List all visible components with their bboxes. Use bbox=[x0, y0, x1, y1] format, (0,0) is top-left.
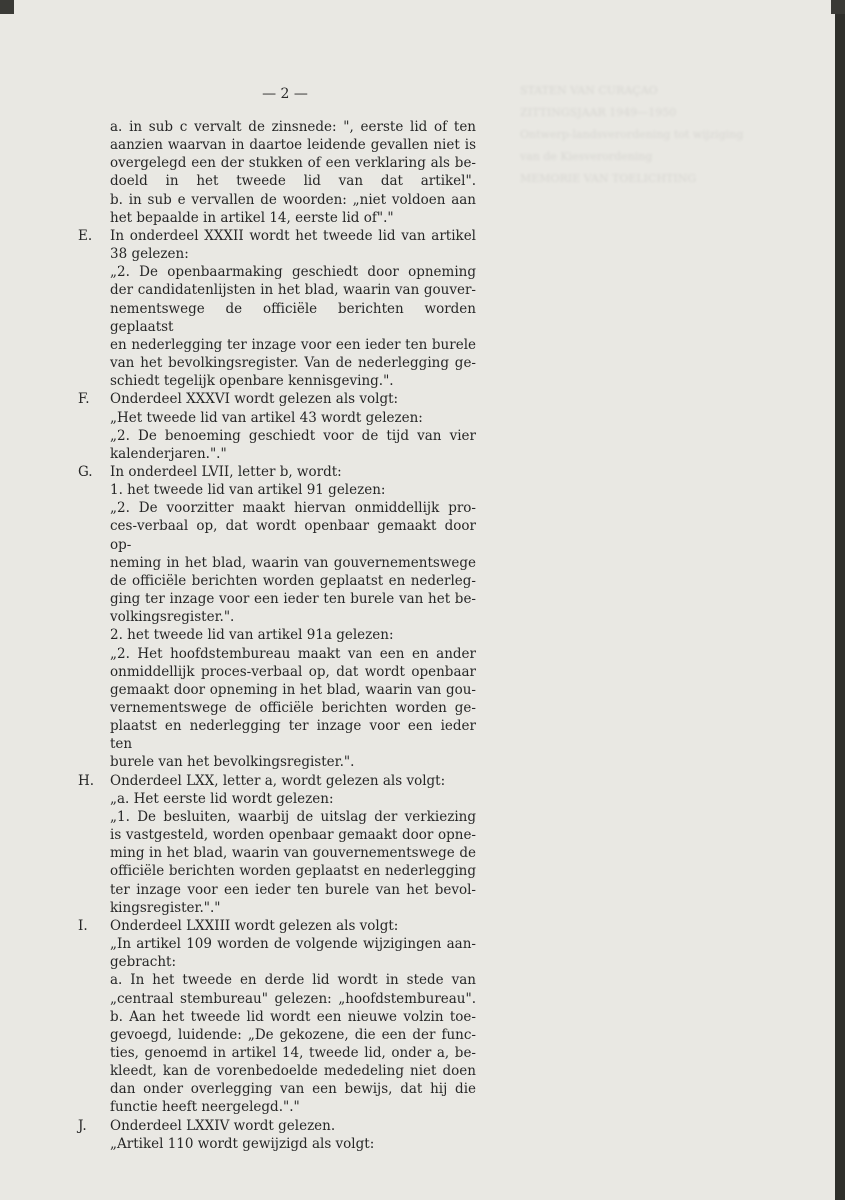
text-line bbox=[110, 300, 476, 336]
text-line bbox=[110, 499, 476, 517]
text-line-content: neming in het blad, waarin van gouvernementswege bbox=[110, 554, 476, 571]
show-through-line: STATEN VAN CURAÇAO bbox=[520, 84, 658, 97]
text-line bbox=[110, 172, 476, 190]
show-through-line: ZITTINGSJAAR 1949—1950 bbox=[520, 106, 677, 119]
section-label: F. bbox=[78, 391, 90, 408]
text-line-content: „1. De besluiten, waarbij de uitslag der verkiezing bbox=[110, 808, 476, 825]
text-line-content: onmiddellijk proces-verbaal op, dat wordt openbaar bbox=[110, 663, 476, 680]
show-through-line: van de Kiesverordening bbox=[520, 150, 653, 163]
text-line-content: „2. De voorzitter maakt hiervan onmiddellijk pro- bbox=[110, 500, 476, 517]
text-line-content: vernementswege de officiële berichten worden ge- bbox=[110, 700, 476, 716]
text-line bbox=[110, 881, 476, 899]
text-line-content: ties, genoemd in artikel 14, tweede lid, onder a, be- bbox=[110, 1044, 476, 1061]
body-text bbox=[78, 118, 476, 1153]
text-line-content: kingsregister."." bbox=[110, 899, 221, 916]
text-line-content: dan onder overlegging van een bewijs, dat hij die bbox=[110, 1081, 476, 1098]
section-label: J. bbox=[78, 1117, 87, 1134]
scan-corner-top-right bbox=[831, 0, 845, 14]
text-line-content: 2. het tweede lid van artikel 91a gelezen: bbox=[110, 627, 394, 644]
text-line bbox=[110, 699, 476, 717]
text-line-content: overgelegd een der stukken of een verklaring als be- bbox=[110, 155, 476, 172]
text-line-content: de officiële berichten worden geplaatst en nederleg- bbox=[110, 572, 476, 589]
text-line bbox=[110, 663, 476, 681]
text-line-content: „centraal stembureau" gelezen: „hoofdstembureau". bbox=[110, 990, 476, 1007]
text-line bbox=[110, 753, 476, 771]
text-line-content: 1. het tweede lid van artikel 91 gelezen: bbox=[110, 482, 386, 499]
text-line bbox=[110, 245, 476, 263]
show-through-line: Ontwerp-landsverordening tot wijziging bbox=[520, 128, 744, 141]
text-line bbox=[110, 336, 476, 354]
text-line bbox=[110, 717, 476, 753]
text-line bbox=[110, 790, 476, 808]
show-through-line: MEMORIE VAN TOELICHTING bbox=[520, 172, 697, 185]
text-line bbox=[110, 209, 476, 227]
page-number: — 2 — bbox=[262, 86, 308, 102]
text-line-content: In onderdeel XXXII wordt het tweede lid van artikel bbox=[110, 227, 476, 244]
text-line bbox=[110, 971, 476, 989]
text-line bbox=[110, 154, 476, 172]
text-line-content: Onderdeel LXXIV wordt gelezen. bbox=[110, 1117, 336, 1134]
text-line-content: „Het tweede lid van artikel 43 wordt gelezen: bbox=[110, 409, 423, 426]
text-line bbox=[110, 1044, 476, 1062]
text-line-content: a. In het tweede en derde lid wordt in stede van bbox=[110, 972, 476, 989]
text-line-content: a. in sub c vervalt de zinsnede: ", eerste lid of ten bbox=[110, 119, 476, 135]
section-label: G. bbox=[78, 463, 93, 480]
text-line bbox=[110, 409, 476, 427]
text-line-content: ter inzage voor een ieder ten burele van het bevol- bbox=[110, 881, 476, 898]
text-line-content: plaatst en nederlegging ter inzage voor een ieder ten bbox=[110, 718, 476, 753]
text-line bbox=[110, 844, 476, 862]
text-line bbox=[110, 191, 476, 209]
text-line-content: kalenderjaren."." bbox=[110, 445, 227, 462]
text-line bbox=[110, 517, 476, 553]
text-line-content: ming in het blad, waarin van gouvernementswege de bbox=[110, 845, 476, 862]
text-line bbox=[110, 826, 476, 844]
text-line-content: volkingsregister.". bbox=[110, 609, 235, 626]
section-label: H. bbox=[78, 772, 95, 789]
text-line bbox=[110, 1135, 476, 1153]
text-line-content: van het bevolkingsregister. Van de nederlegging ge- bbox=[110, 355, 476, 372]
text-line bbox=[110, 372, 476, 390]
text-line bbox=[110, 953, 476, 971]
text-line-content: „Artikel 110 wordt gewijzigd als volgt: bbox=[110, 1135, 375, 1152]
text-line-content: b. in sub e vervallen de woorden: „niet voldoen aan bbox=[110, 191, 476, 208]
text-line-content: Onderdeel LXXIII wordt gelezen als volgt: bbox=[110, 917, 399, 934]
text-line-content: officiële berichten worden geplaatst en nederlegging bbox=[110, 863, 476, 880]
text-line-content: Onderdeel XXXVI wordt gelezen als volgt: bbox=[110, 391, 399, 408]
text-line-content: „In artikel 109 worden de volgende wijzigingen aan- bbox=[110, 936, 476, 953]
text-line bbox=[78, 772, 476, 790]
text-line-content: ging ter inzage voor een ieder ten burele van het be- bbox=[110, 591, 476, 608]
text-line-content: gebracht: bbox=[110, 954, 177, 971]
text-line-content: der candidatenlijsten in het blad, waarin van gouver- bbox=[110, 282, 476, 299]
text-line bbox=[110, 572, 476, 590]
text-line bbox=[110, 590, 476, 608]
text-line-content: burele van het bevolkingsregister.". bbox=[110, 754, 355, 771]
text-line bbox=[110, 1080, 476, 1098]
text-line bbox=[110, 554, 476, 572]
show-through-text bbox=[520, 80, 800, 280]
text-line bbox=[110, 281, 476, 299]
text-line bbox=[110, 263, 476, 281]
text-line-content: „2. De openbaarmaking geschiedt door opneming bbox=[110, 264, 476, 281]
text-line-content: gevoegd, luidende: „De gekozene, die een der func- bbox=[110, 1026, 476, 1043]
text-line bbox=[110, 990, 476, 1008]
text-line-content: gemaakt door opneming in het blad, waarin van gou- bbox=[110, 681, 476, 698]
text-line bbox=[110, 481, 476, 499]
text-line-content: het bepaalde in artikel 14, eerste lid of"." bbox=[110, 209, 394, 226]
text-line-content: schiedt tegelijk openbare kennisgeving.". bbox=[110, 373, 394, 390]
text-line-content: In onderdeel LVII, letter b, wordt: bbox=[110, 463, 342, 480]
text-line-content: functie heeft neergelegd."." bbox=[110, 1099, 300, 1116]
text-line-content: ces-verbaal op, dat wordt openbaar gemaakt door op- bbox=[110, 518, 476, 553]
text-line bbox=[78, 1117, 476, 1135]
text-line bbox=[110, 645, 476, 663]
text-line-content: b. Aan het tweede lid wordt een nieuwe volzin toe- bbox=[110, 1008, 476, 1025]
text-line-content: „2. Het hoofdstembureau maakt van een en ander bbox=[110, 645, 476, 662]
text-line-content: 38 gelezen: bbox=[110, 246, 189, 263]
text-line bbox=[78, 227, 476, 245]
text-line bbox=[110, 1026, 476, 1044]
text-line-content: „a. Het eerste lid wordt gelezen: bbox=[110, 790, 334, 807]
text-line bbox=[110, 427, 476, 445]
text-line-content: en nederlegging ter inzage voor een ieder ten burele bbox=[110, 336, 476, 353]
text-line-content: doeld in het tweede lid van dat artikel". bbox=[110, 173, 476, 190]
text-line bbox=[110, 118, 476, 136]
text-line bbox=[110, 862, 476, 880]
scan-edge-right bbox=[835, 14, 845, 1200]
text-line-content: nementswege de officiële berichten worden geplaatst bbox=[110, 300, 476, 335]
text-line bbox=[110, 1098, 476, 1116]
text-line bbox=[110, 935, 476, 953]
section-label: E. bbox=[78, 227, 93, 244]
text-line bbox=[110, 681, 476, 699]
text-line bbox=[78, 917, 476, 935]
section-label: I. bbox=[78, 917, 88, 934]
text-line bbox=[110, 1008, 476, 1026]
text-line bbox=[110, 626, 476, 644]
text-line bbox=[110, 1062, 476, 1080]
text-line-content: is vastgesteld, worden openbaar gemaakt door opne- bbox=[110, 827, 476, 844]
text-line bbox=[110, 899, 476, 917]
text-line-content: Onderdeel LXX, letter a, wordt gelezen als volgt: bbox=[110, 772, 446, 789]
text-line bbox=[110, 354, 476, 372]
text-line bbox=[78, 390, 476, 408]
text-line-content: aanzien waarvan in daartoe leidende gevallen niet is bbox=[110, 137, 476, 154]
text-line bbox=[110, 808, 476, 826]
text-line-content: kleedt, kan de vorenbedoelde mededeling niet doen bbox=[110, 1063, 476, 1080]
text-line bbox=[110, 136, 476, 154]
text-line bbox=[110, 445, 476, 463]
scan-corner-top-left bbox=[0, 0, 14, 14]
text-line-content: „2. De benoeming geschiedt voor de tijd van vier bbox=[110, 427, 476, 444]
text-line bbox=[110, 608, 476, 626]
text-line bbox=[78, 463, 476, 481]
